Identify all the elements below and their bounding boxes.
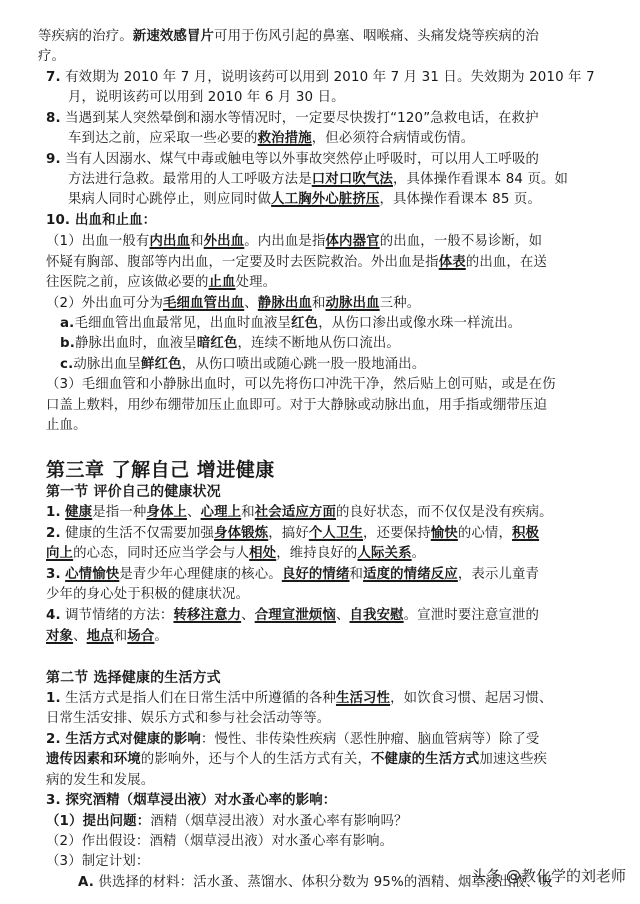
emphasized-term: 2. <box>46 526 61 541</box>
text-line <box>46 627 168 647</box>
text-segment: 和 <box>113 629 128 644</box>
text-segment: 和 <box>311 296 326 311</box>
text-segment: ，但必须符合病情或伤情。 <box>311 131 475 146</box>
text-line <box>46 109 539 129</box>
text-line <box>46 232 542 252</box>
emphasized-term: 口对口吹气法 <box>311 172 393 187</box>
emphasized-term: 遗传因素和环境 <box>46 752 141 767</box>
text-segment: （2）外出血可分为 <box>46 296 163 311</box>
text-segment: 果病人同时心跳停止，则应同时做 <box>68 192 272 207</box>
text-segment: 。内出血是指 <box>244 234 326 249</box>
text-segment: ，还要保持 <box>363 526 431 541</box>
text-line <box>46 544 425 564</box>
text-segment: 毛细血管出血最常见，出血时血液呈 <box>74 316 292 331</box>
watermark: 头条 @教化学的刘老师 <box>471 867 626 885</box>
emphasized-term: 良好的情绪 <box>281 567 350 582</box>
emphasized-term: 愉快 <box>430 526 458 541</box>
emphasized-term: 个人卫生 <box>308 526 364 541</box>
emphasized-term: 地点 <box>86 629 114 644</box>
text-segment: 、 <box>244 296 258 311</box>
text-segment: 病的发生和发展。 <box>46 773 155 788</box>
text-segment: 健康的生活不仅需要加强 <box>60 526 215 541</box>
text-segment: 和 <box>190 234 204 249</box>
text-segment: （2）作出假设：酒精（烟草浸出液）对水蚤心率有影响。 <box>46 834 394 849</box>
text-line <box>46 771 154 791</box>
emphasized-term: 生活习性 <box>335 691 391 706</box>
emphasized-term: b. <box>60 336 75 351</box>
emphasized-term: 身体上 <box>146 505 188 520</box>
emphasized-term: 社会适应方面 <box>254 505 336 520</box>
emphasized-term: 救治措施 <box>257 131 312 146</box>
chapter-heading <box>46 457 275 483</box>
text-segment: 和 <box>241 505 255 520</box>
emphasized-term: 10. 出血和止血： <box>46 213 157 228</box>
text-segment: ，从伤口渗出或像水珠一样流出。 <box>318 316 522 331</box>
emphasized-term: 暗红色 <box>196 336 238 351</box>
text-segment: 。 <box>154 629 168 644</box>
text-segment: 第三章 了解自己 增进健康 <box>46 459 275 481</box>
section-heading <box>46 668 221 688</box>
text-segment: ，从伤口喷出或随心跳一股一股地涌出。 <box>181 357 426 372</box>
text-segment: 、 <box>187 505 201 520</box>
text-line <box>46 211 156 231</box>
text-segment: 方法进行急救。最常用的人工呼吸方法是 <box>68 172 312 187</box>
text-segment: 。宣泄时要注意宣泄的 <box>403 608 540 623</box>
text-segment: 是指一种 <box>92 505 147 520</box>
text-segment: 当有人因溺水、煤气中毒或触电等以外事故突然停止呼吸时，可以用人工呼吸的 <box>60 152 540 167</box>
emphasized-term: 转移注意力 <box>173 608 242 623</box>
text-line <box>68 170 568 190</box>
text-segment: （1）出血一般有 <box>46 234 150 249</box>
text-segment: ，表示儿童青 <box>457 567 540 582</box>
emphasized-term: 静脉出血 <box>257 296 312 311</box>
text-segment: 酒精（烟草浸出液）对水蚤心率有影响吗？ <box>150 814 408 829</box>
text-segment: 的影响外，还与个人的生活方式有关， <box>140 752 371 767</box>
emphasized-term: 场合 <box>127 629 155 644</box>
text-segment: 和 <box>349 567 364 582</box>
text-segment: 是青少年心理健康的核心。 <box>119 567 282 582</box>
emphasized-term: 体表 <box>438 255 466 270</box>
text-line <box>46 750 547 770</box>
emphasized-term: 3. 探究酒精（烟草浸出液）对水蚤心率的影响： <box>46 793 337 808</box>
emphasized-term: 4. <box>46 608 61 623</box>
text-line <box>46 68 595 88</box>
text-line <box>46 585 249 605</box>
text-segment: 可用于伤风引起的鼻塞、咽喉痛、头痛发烧等疾病的治 <box>214 29 540 44</box>
text-segment: 月，说明该药可以用到 2010 年 6 月 30 日。 <box>68 90 345 105</box>
text-segment: 的心态，同时还应当学会与人 <box>73 546 250 561</box>
emphasized-term: 对象 <box>46 629 74 644</box>
text-line <box>38 47 65 67</box>
text-segment: 口盖上敷料，用纱布绷带加压止血即可。对于大静脉或动脉出血，用手指或绷带压迫 <box>46 398 548 413</box>
text-segment: 静脉出血时，血液呈 <box>74 336 197 351</box>
text-segment: ，具体操作看课本 84 页。如 <box>392 172 569 187</box>
emphasized-term: 9. <box>46 152 61 167</box>
text-line <box>46 565 539 585</box>
emphasized-term: 毛细血管出血 <box>163 296 245 311</box>
text-segment: 的出血，在送 <box>465 255 548 270</box>
text-segment: （3）制定计划： <box>46 854 150 869</box>
emphasized-term: 适度的情绪反应 <box>363 567 458 582</box>
text-line <box>46 832 393 852</box>
emphasized-term: 提出问题： <box>82 814 151 829</box>
text-line <box>46 791 336 811</box>
text-line <box>46 503 553 523</box>
text-line <box>38 27 539 47</box>
emphasized-term: c. <box>60 357 74 372</box>
text-segment: 车到达之前，应采取一些必要的 <box>68 131 258 146</box>
text-segment: 。 <box>411 546 426 561</box>
text-line <box>60 334 400 354</box>
text-segment: 加速这些疾 <box>479 752 548 767</box>
text-segment: 第一节 评价自己的健康状况 <box>46 484 221 500</box>
emphasized-term: 心理上 <box>200 505 242 520</box>
emphasized-term: 8. <box>46 111 61 126</box>
emphasized-term: A. <box>78 875 94 890</box>
text-segment: 处理。 <box>235 275 277 290</box>
emphasized-term: 7. <box>46 70 61 85</box>
text-segment: 三种。 <box>379 296 421 311</box>
text-segment: 、 <box>241 608 255 623</box>
text-segment: 的心情， <box>457 526 513 541</box>
emphasized-term: 人际关系 <box>357 546 412 561</box>
text-segment: 第二节 选择健康的生活方式 <box>46 670 221 686</box>
text-line <box>46 709 330 729</box>
emphasized-term: 2. 生活方式对健康的影响 <box>46 732 201 747</box>
text-segment: 日常生活安排、娱乐方式和参与社会活动等等。 <box>46 711 331 726</box>
text-line <box>68 190 541 210</box>
text-segment: ，连续不断地从伤口流出。 <box>237 336 400 351</box>
emphasized-term: 体内器官 <box>325 234 380 249</box>
emphasized-term: 新速效感冒片 <box>132 29 215 44</box>
text-line <box>46 812 408 832</box>
emphasized-term: 积极 <box>512 526 540 541</box>
emphasized-term: 心情愉快 <box>65 567 120 582</box>
text-line <box>60 314 521 334</box>
text-segment: 止血。 <box>46 418 87 433</box>
text-line <box>46 852 149 872</box>
emphasized-term: 止血 <box>208 275 236 290</box>
text-segment: 当遇到某人突然晕倒和溺水等情况时，一定要尽快拨打“120”急救电话，在救护 <box>60 111 539 126</box>
text-segment: 少年的身心处于积极的健康状况。 <box>46 587 250 602</box>
text-segment: 等疾病的治疗。 <box>38 29 133 44</box>
emphasized-term: 不健康的生活方式 <box>371 752 480 767</box>
emphasized-term: 向上 <box>46 546 74 561</box>
text-segment: 的良好状态，而不仅仅是没有疾病。 <box>336 505 553 520</box>
text-segment: ，具体操作看课本 85 页。 <box>379 192 541 207</box>
text-segment: ，如饮食习惯、起居习惯、 <box>390 691 553 706</box>
text-line <box>46 606 539 626</box>
text-line <box>60 355 425 375</box>
text-line <box>46 416 87 436</box>
emphasized-term: 合理宣泄烦恼 <box>254 608 336 623</box>
emphasized-term: 人工胸外心脏挤压 <box>271 192 380 207</box>
emphasized-term: 身体锻炼 <box>214 526 269 541</box>
text-line <box>46 689 553 709</box>
text-segment: 、 <box>335 608 350 623</box>
text-line <box>46 150 539 170</box>
text-segment: 往医院之前，应该做必要的 <box>46 275 209 290</box>
emphasized-term: 鲜红色 <box>141 357 182 372</box>
text-segment: 疗。 <box>38 49 66 64</box>
section-heading <box>46 482 221 502</box>
text-segment: ，维持良好的 <box>276 546 358 561</box>
emphasized-term: 内出血 <box>149 234 191 249</box>
text-segment: 调节情绪的方法： <box>60 608 174 623</box>
text-segment: （3）毛细血管和小静脉出血时，可以先将伤口冲洗干净，然后贴上创可贴，或是在伤 <box>46 377 556 392</box>
text-segment: 、 <box>73 629 87 644</box>
text-line <box>46 294 420 314</box>
emphasized-term: 3. <box>46 567 61 582</box>
text-segment: 供选择的材料：活水蚤、蒸馏水、体积分数为 95%的酒精、烟草浸出液、吸 <box>94 875 553 890</box>
emphasized-term: 1. <box>46 691 61 706</box>
emphasized-term: 健康 <box>65 505 93 520</box>
text-line <box>46 375 556 395</box>
text-line <box>46 730 539 750</box>
emphasized-term: 相处 <box>249 546 277 561</box>
text-line <box>46 273 276 293</box>
text-line <box>68 88 345 108</box>
emphasized-term: a. <box>60 316 75 331</box>
text-segment: 动脉出血呈 <box>73 357 142 372</box>
text-line <box>68 129 474 149</box>
text-segment: 的出血，一般不易诊断，如 <box>379 234 543 249</box>
text-line <box>46 253 547 273</box>
emphasized-term: 1. <box>46 505 61 520</box>
emphasized-term: （1） <box>46 814 83 829</box>
emphasized-term: 红色 <box>291 316 319 331</box>
emphasized-term: 外出血 <box>203 234 245 249</box>
text-segment: 生活方式是指人们在日常生活中所遵循的各种 <box>60 691 336 706</box>
text-line <box>46 396 547 416</box>
text-segment: ：慢性、非传染性疾病（恶性肿瘤、脑血管病等）除了受 <box>200 732 540 747</box>
emphasized-term: 动脉出血 <box>325 296 380 311</box>
text-segment: 有效期为 2010 年 7 月，说明该药可以用到 2010 年 7 月 31 日。失效期为 2010 年 7 <box>60 70 595 85</box>
text-segment: 怀疑有胸部、腹部等内出血，一定要及时去医院救治。外出血是指 <box>46 255 439 270</box>
text-segment: ，搞好 <box>268 526 309 541</box>
emphasized-term: 自我安慰 <box>349 608 404 623</box>
text-line <box>46 524 539 544</box>
